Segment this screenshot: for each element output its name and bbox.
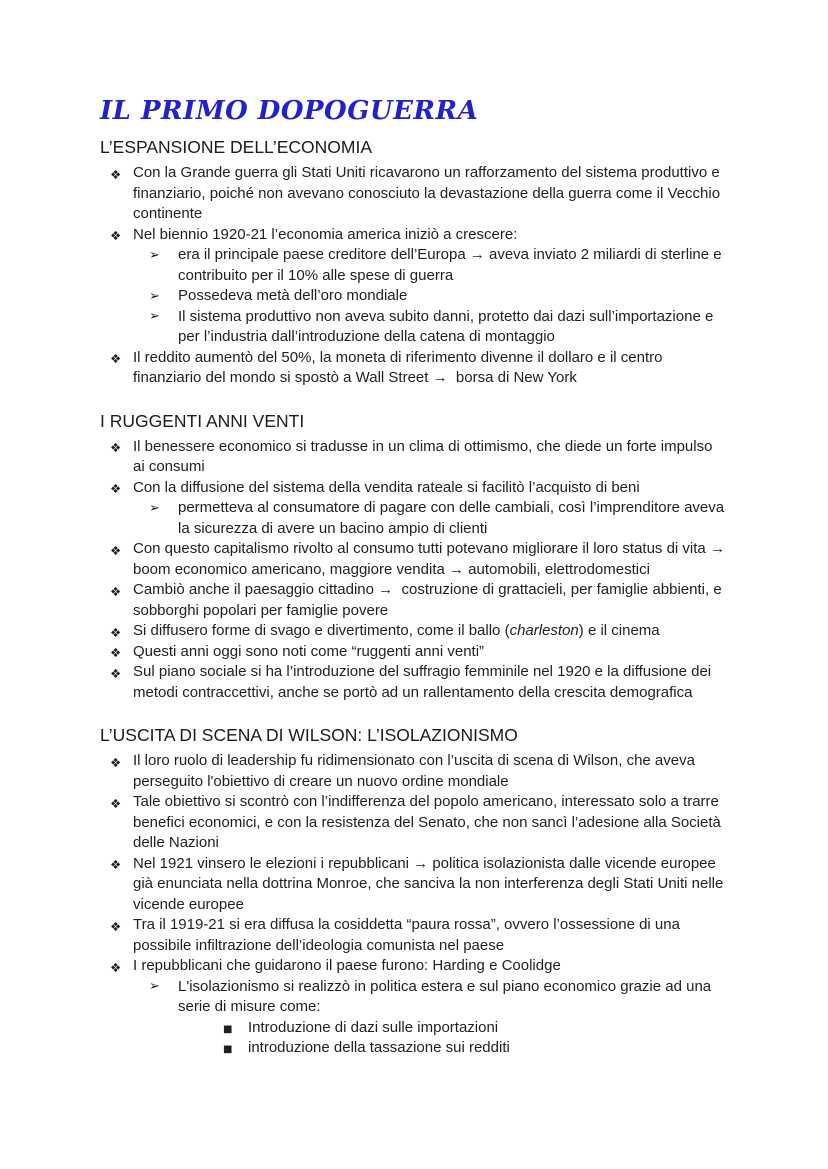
list-item-level-2 xyxy=(100,307,728,348)
list-item-text: Sul piano sociale si ha l’introduzione del suffragio femminile nel 1920 e la diffusione dei metodi contraccettivi, anche se portò ad un rallentamento della crescita demografica xyxy=(133,663,716,701)
document-section xyxy=(100,136,728,389)
bullet-arrowhead-icon: ➢ xyxy=(149,309,160,324)
list-item-text: Possedeva metà dell’oro mondiale xyxy=(178,287,408,304)
section-heading: L’ESPANSIONE DELL’ECONOMIA xyxy=(100,137,372,157)
list-item-text: Con la Grande guerra gli Stati Uniti ricavarono un rafforzamento del sistema produttivo e finanziario, poiché non avevano conosciuto la devastazione della guerra come il Vecchio continente xyxy=(133,164,725,222)
list-item-text: permetteva al consumatore di pagare con delle cambiali, così l’imprenditore aveva la sicurezza di avere un bacino ampio di clienti xyxy=(178,499,729,537)
bullet-diamond-icon: ❖ xyxy=(110,645,122,660)
bullet-diamond-icon: ❖ xyxy=(110,481,122,496)
document-section xyxy=(100,410,734,704)
list-item-text: Con questo capitalismo rivolto al consumo tutti potevano migliorare il loro status di vita → boom economico americano, maggiore vendita → automobili, elettrodomestici xyxy=(133,540,734,578)
list-item-text: Tra il 1919-21 si era diffusa la cosiddetta “paura rossa”, ovvero l’ossessione di una possibile infiltrazione dell’ideologia comunista nel paese xyxy=(133,916,685,954)
section-heading: L’USCITA DI SCENA DI WILSON: L’ISOLAZIONISMO xyxy=(100,725,518,745)
list-item-level-1 xyxy=(100,437,728,478)
bullet-diamond-icon: ❖ xyxy=(110,665,122,681)
list-item-level-2 xyxy=(100,977,728,1018)
bullet-arrowhead-icon: ➢ xyxy=(149,288,160,304)
bullet-diamond-icon: ❖ xyxy=(110,351,122,366)
bullet-square-icon: ■ xyxy=(223,1044,233,1055)
list-item-text: L'isolazionismo si realizzò in politica estera e sul piano economico grazie ad una serie di misure come: xyxy=(178,977,716,1015)
bullet-diamond-icon: ❖ xyxy=(110,624,122,640)
list-item-level-1 xyxy=(100,915,728,956)
list-item-text: Nel biennio 1920-21 l’economia america iniziò a crescere: xyxy=(133,225,518,243)
bullet-diamond-icon: ❖ xyxy=(110,166,122,182)
document-body xyxy=(100,136,734,1059)
list-item-text: introduzione della tassazione sui redditi xyxy=(248,1039,510,1056)
list-item-level-1 xyxy=(100,580,728,621)
list-item-level-1 xyxy=(100,348,728,389)
bullet-arrowhead-icon: ➢ xyxy=(149,979,160,994)
bullet-list xyxy=(100,163,728,389)
list-item-level-2 xyxy=(100,245,728,286)
bullet-diamond-icon: ❖ xyxy=(110,583,122,599)
list-item-text: Con la diffusione del sistema della vendita rateale si facilitò l’acquisto di beni xyxy=(133,478,640,496)
list-item-level-1 xyxy=(100,642,728,663)
bullet-list xyxy=(100,751,728,1059)
list-item-text: Tale obiettivo si scontrò con l’indifferenza del popolo americano, interessato solo a trarre benefici economici, e con la resistenza del Senato, che non sancì l’adesione alla Società delle Nazioni xyxy=(133,793,726,851)
list-item-text: era il principale paese creditore dell’Europa → aveva inviato 2 miliardi di sterline e contribuito per il 10% alle spese di guerra xyxy=(178,246,726,284)
list-item-level-1 xyxy=(100,854,728,916)
list-item-level-1 xyxy=(100,956,728,977)
list-item-text: Il sistema produttivo non aveva subito danni, protetto dai dazi sull’importazione e per l’industria dall’introduzione della catena di montaggio xyxy=(178,307,718,345)
document-title: IL PRIMO DOPOGUERRA xyxy=(100,96,479,126)
list-item-text: Nel 1921 vinsero le elezioni i repubblicani → politica isolazionista dalle vicende europee già enunciata nella dottrina Monroe, che sanciva la non interferenza degli Stati Uniti nelle vicende europee xyxy=(133,854,728,913)
list-item-level-1 xyxy=(100,751,728,792)
list-item-level-1 xyxy=(100,621,728,642)
list-item-level-1 xyxy=(100,163,728,225)
list-item-text: Il benessere economico si tradusse in un clima di ottimismo, che diede un forte impulso ai consumi xyxy=(133,437,717,475)
list-item-text: Questi anni oggi sono noti come “ruggenti anni venti” xyxy=(133,642,485,660)
list-item-level-1 xyxy=(100,225,728,246)
list-item-text: Introduzione di dazi sulle importazioni xyxy=(248,1018,499,1036)
bullet-arrowhead-icon: ➢ xyxy=(149,500,160,516)
document-section xyxy=(100,724,728,1059)
bullet-diamond-icon: ❖ xyxy=(110,918,122,934)
list-item-level-2 xyxy=(100,286,728,307)
list-item-text: Il reddito aumentò del 50%, la moneta di riferimento divenne il dollaro e il centro finanziario del mondo si spostò a Wall Street → borsa di New York xyxy=(133,348,667,386)
bullet-diamond-icon: ❖ xyxy=(110,754,122,770)
list-item-level-3 xyxy=(100,1018,728,1039)
bullet-diamond-icon: ❖ xyxy=(110,857,122,872)
list-item-level-2 xyxy=(100,498,728,539)
section-heading: I RUGGENTI ANNI VENTI xyxy=(100,410,305,431)
bullet-diamond-icon: ❖ xyxy=(110,440,122,455)
list-item-level-1 xyxy=(100,539,734,580)
list-item-text: Si diffusero forme di svago e divertimento, come il ballo (charleston) e il cinema xyxy=(133,622,660,639)
bullet-arrowhead-icon: ➢ xyxy=(149,247,160,263)
list-item-level-1 xyxy=(100,478,728,499)
list-item-level-3 xyxy=(100,1038,728,1059)
list-item-level-1 xyxy=(100,792,728,854)
list-item-text: I repubblicani che guidarono il paese furono: Harding e Coolidge xyxy=(133,957,561,974)
bullet-diamond-icon: ❖ xyxy=(110,795,122,811)
bullet-list xyxy=(100,437,734,704)
list-item-text: Cambiò anche il paesaggio cittadino → costruzione di grattacieli, per famiglie abbienti, e sobborghi popolari per famiglie povere xyxy=(133,581,726,619)
bullet-square-icon: ■ xyxy=(223,1023,233,1035)
bullet-diamond-icon: ❖ xyxy=(110,228,122,243)
list-item-text: Il loro ruolo di leadership fu ridimensionato con l’uscita di scena di Wilson, che aveva perseguito l'obiettivo di creare un nuovo ordine mondiale xyxy=(133,752,700,790)
bullet-diamond-icon: ❖ xyxy=(110,959,122,975)
list-item-level-1 xyxy=(100,662,728,703)
bullet-diamond-icon: ❖ xyxy=(110,542,122,558)
